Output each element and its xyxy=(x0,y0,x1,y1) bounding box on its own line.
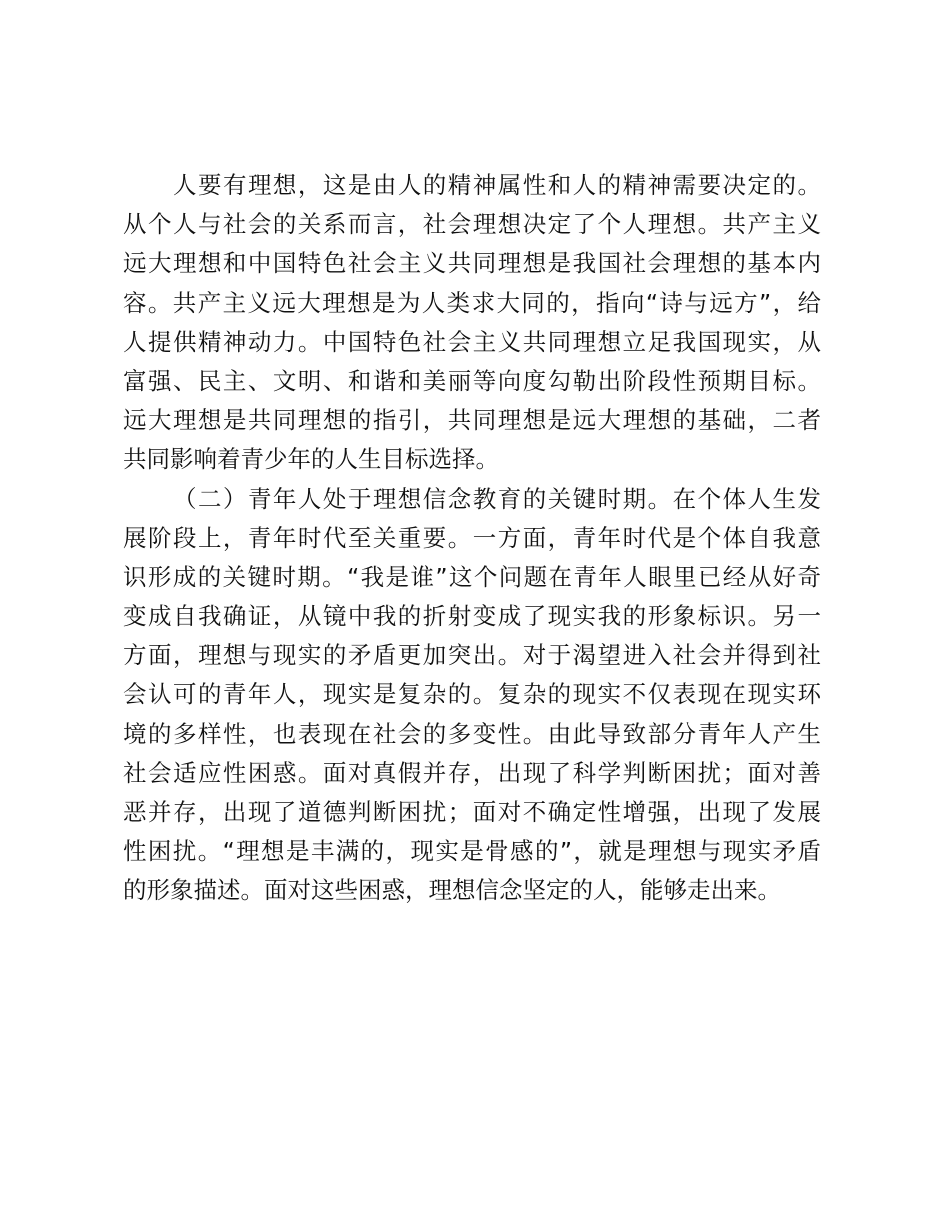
text-line: 富强、民主、文明、和谐和美丽等向度勾勒出阶段性预期目标。 xyxy=(123,366,821,395)
paragraph-ideals xyxy=(123,166,821,480)
text-line: 社会适应性困惑。面对真假并存，出现了科学判断困扰；面对善 xyxy=(123,758,821,787)
text-line: 会认可的青年人，现实是复杂的。复杂的现实不仅表现在现实环 xyxy=(123,680,821,709)
paragraph-youth-period xyxy=(123,480,821,911)
text-line: 人要有理想，这是由人的精神属性和人的精神需要决定的。 xyxy=(173,171,821,199)
text-line: 容。共产主义远大理想是为人类求大同的，指向“诗与远方”，给 xyxy=(123,288,821,317)
text-line: 识形成的关键时期。“我是谁”这个问题在青年人眼里已经从好奇 xyxy=(123,562,821,591)
document-body xyxy=(123,166,821,911)
text-line: （二）青年人处于理想信念教育的关键时期。在个体人生发 xyxy=(173,484,821,513)
text-line: 方面，理想与现实的矛盾更加突出。对于渴望进入社会并得到社 xyxy=(123,641,821,670)
text-line: 共同影响着青少年的人生目标选择。 xyxy=(123,445,499,474)
text-line: 远大理想和中国特色社会主义共同理想是我国社会理想的基本内 xyxy=(123,249,821,278)
text-line: 远大理想是共同理想的指引，共同理想是远大理想的基础，二者 xyxy=(123,406,821,435)
text-line: 变成自我确证，从镜中我的折射变成了现实我的形象标识。另一 xyxy=(123,602,821,631)
text-line: 境的多样性，也表现在社会的多变性。由此导致部分青年人产生 xyxy=(123,719,821,748)
text-line: 从个人与社会的关系而言，社会理想决定了个人理想。共产主义 xyxy=(123,210,821,239)
text-line: 展阶段上，青年时代至关重要。一方面，青年时代是个体自我意 xyxy=(123,523,821,552)
text-line: 的形象描述。面对这些困惑，理想信念坚定的人，能够走出来。 xyxy=(123,876,781,905)
text-line: 性困扰。“理想是丰满的，现实是骨感的”，就是理想与现实矛盾 xyxy=(123,837,821,866)
text-line: 人提供精神动力。中国特色社会主义共同理想立足我国现实，从 xyxy=(123,327,821,356)
text-line: 恶并存，出现了道德判断困扰；面对不确定性增强，出现了发展 xyxy=(123,798,821,826)
